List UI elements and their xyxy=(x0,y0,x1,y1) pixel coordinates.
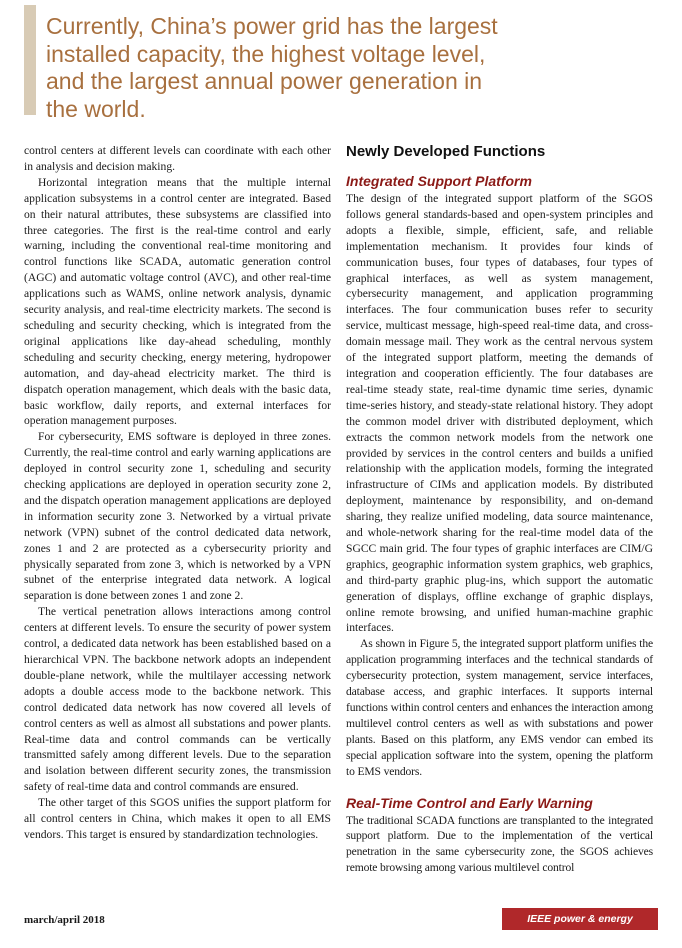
paragraph: The vertical penetration allows interactions among control centers at different levels. To ensure the security of power system control, a dedicated data network has been established based on a hierarchical VPN. The backbone network adopts an independent double-plane network, while the multilayer accessing network adopts a double access mode to the backbone network. This control dedicated data network has now covered all levels of control centers as well as almost all substations and power plants. Real-time data and control commands can be vertically transmitted safely among different levels. Due to the separation and isolation between different security zones, the transmission safety of real-time data and control commands are ensured. xyxy=(24,605,331,794)
pull-quote-accent-bar xyxy=(24,5,36,115)
pull-quote-text: Currently, China’s power grid has the largest installed capacity, the highest voltage level, and the largest annual power generation in the world. xyxy=(46,13,498,122)
section-heading: Newly Developed Functions xyxy=(346,143,546,160)
paragraph: Horizontal integration means that the multiple internal application subsystems in a control center are integrated. Based on their natural attributes, these subsystems are classified into three categories. The first is the real-time control and early warning, including the conventional real-time monitoring and control functions like SCADA, automatic generation control (AGC) and automatic voltage control (AVC), and other real-time applications such as WAMS, online network analysis, dynamic security analysis, and real-time electricity markets. The second is scheduling and security checking, which is integrated from the original applications like day-ahead scheduling, monthly scheduling and security checking, energy metering, hydropower automation, and day-ahead electricity market. The third is dispatch operation management, which deals with the basic data, basic workflow, daily reports, and external interfaces for operation management purposes. xyxy=(24,175,331,428)
left-column xyxy=(24,143,331,843)
magazine-name-badge: IEEE power & energy magazine xyxy=(502,908,658,930)
subsection-heading-support-platform: Integrated Support Platform xyxy=(346,173,532,189)
pull-quote xyxy=(24,5,498,122)
paragraph: control centers at different levels can coordinate with each other in analysis and decision making. xyxy=(24,144,331,173)
right-column xyxy=(346,143,653,876)
paragraph: For cybersecurity, EMS software is deployed in three zones. Currently, the real-time control and early warning applications are deployed in control security zone 1, scheduling and security checking applications are deployed in operation security zone 2, and the dispatch operation management applications are deployed in information security zone 3. Networked by a virtual private network (VPN) subnet of the control dedicated data network, zones 1 and 2 are protected as a cybersecurity priority and physically separated from zone 3, which is networked by a VPN subnet of the enterprise integrated data network. A logical separation is done between zones 1 and zone 2. xyxy=(24,430,331,603)
paragraph: As shown in Figure 5, the integrated support platform unifies the application programming interfaces and the technical standards of cybersecurity protection, system management, service interfaces, database access, and graphic interfaces. It supports internal functions within control centers and enhances the interaction among multilevel control centers as well as with substations and power plants. Based on this platform, any EMS vendor can embed its special application software into the system, opening the platform to EMS vendors. xyxy=(346,637,653,778)
paragraph: The traditional SCADA functions are transplanted to the integrated support platform. Due to the implementation of the vertical penetration in the same cybersecurity zone, the SGOS achieves remote browsing among various multilevel control xyxy=(346,813,653,875)
subsection-heading-realtime-control: Real-Time Control and Early Warning xyxy=(346,794,593,811)
issue-date: march/april 2018 xyxy=(24,914,105,926)
paragraph: The other target of this SGOS unifies the support platform for all control centers in China, which makes it open to all EMS vendors. This target is ensured by standardization technologies. xyxy=(24,796,331,841)
paragraph: The design of the integrated support platform of the SGOS follows general standards-based and open-system principles and adopts a flexible, simple, efficient, safe, and reliable implementation mechanism. It provides four kinds of communication buses, four types of databases, four types of graphical interfaces, as well as system management, cybersecurity management, and application programming interfaces. The four communication buses refer to security service, multicast message, high-speed real-time data, and cross-domain message mail. They work as the central nervous system of the integrated support platform, meeting the demands of integration and cooperation efficiently. The four databases are real-time steady state, real-time dynamic time series, dynamic time-series history, and steady-state relational history. They adopt the common model driver with distributed deployment, which extracts the common network models from the network one provided by services in the control centers and builds a unified relationship with the application models, forming the integrated infrastructure of CIMs and application models. By distributed deployment, maintenance by responsibility, and on-demand sharing, they realize unified modeling, data source maintenance, and whole-network sharing for the real-time model data of the SGCC main grid. The four types of graphic interfaces are CIM/G graphics, geographic information system graphics, web graphics, and third-party graphic plug-ins, which support the automatic generation of displays, offline exchange of graphic displays, online remote browsing, and unified human-machine graphic interfaces. xyxy=(346,192,653,635)
